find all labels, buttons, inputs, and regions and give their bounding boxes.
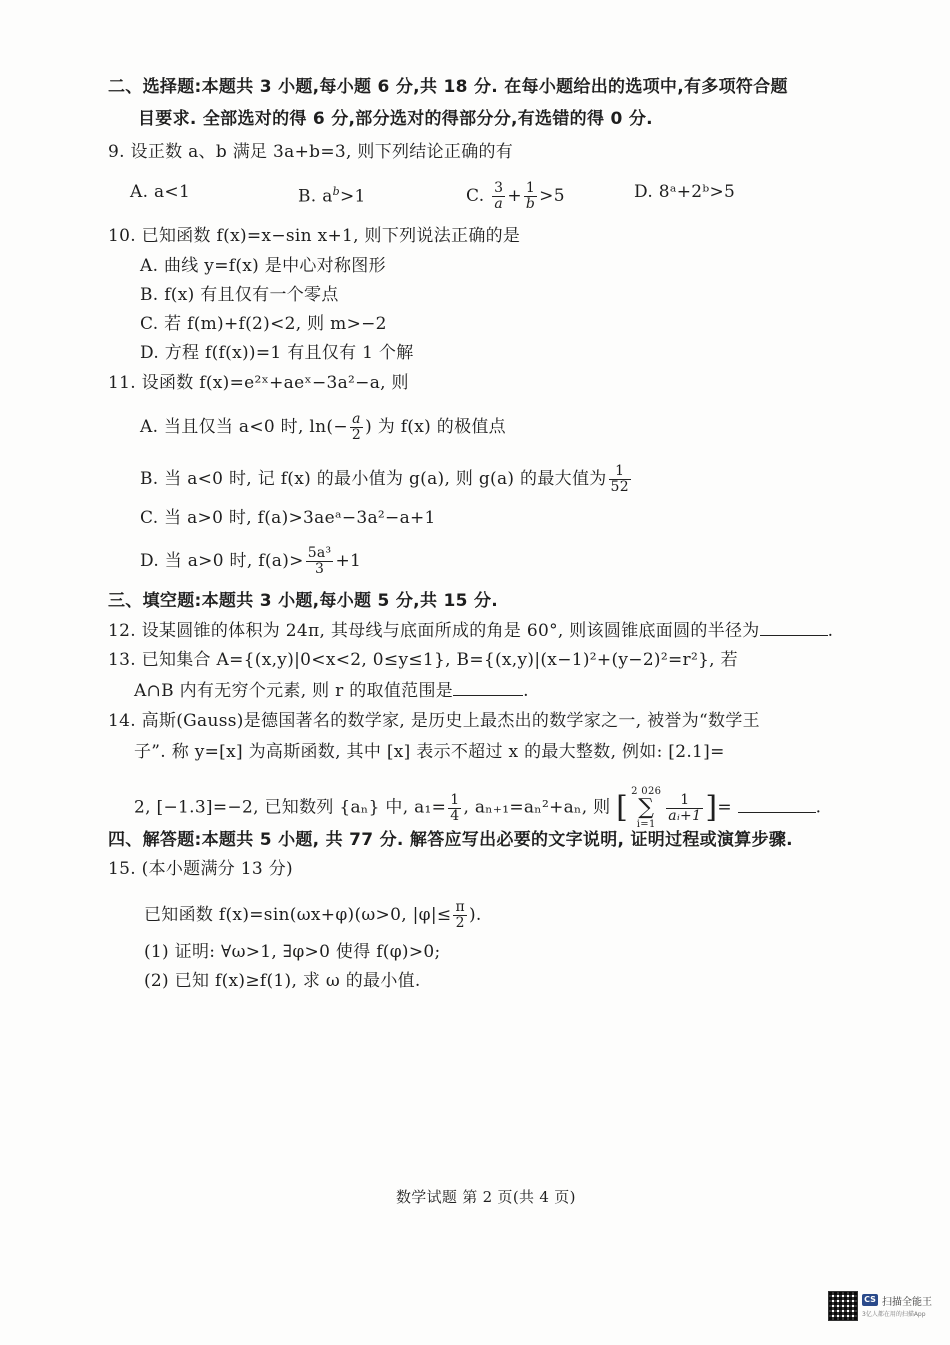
q14-line3: 2, [−1.3]=−2, 已知数列 {aₙ} 中, a₁= $\frac{1}{4}$ , aₙ₊₁=aₙ²+aₙ, 则 [ 2 026 ∑ i=1 $\frac{1}{\text{aᵢ+1}}$ ]= . <box>134 786 822 830</box>
q9-option-d: D. 8ᵃ+2ᵇ>5 <box>634 182 736 202</box>
q11-option-b-fraction: $\frac{1}{52}$ <box>610 463 629 495</box>
qr-code-icon <box>828 1291 858 1321</box>
q11-option-a-fraction: $\frac{a}{2}$ <box>351 411 362 443</box>
q11-option-d-fraction: $\frac{\text{5a³}}{3}$ <box>307 545 332 577</box>
q14-line2: 子”. 称 y=[x] 为高斯函数, 其中 [x] 表示不超过 x 的最大整数, 例如: [2.1]= <box>134 742 725 762</box>
q13-line2: A∩B 内有无穷个元素, 则 r 的取值范围是 . <box>134 681 529 701</box>
q10-option-a: A. 曲线 y=f(x) 是中心对称图形 <box>140 256 386 276</box>
q9-option-c: C. $\frac{3}{a}$ + $\frac{1}{b}$ >5 <box>466 180 565 212</box>
section4-heading: 四、解答题:本题共 5 小题, 共 77 分. 解答应写出必要的文字说明, 证明过程或演算步骤. <box>108 830 793 850</box>
q9-option-c-fraction-1: $\frac{3}{a}$ <box>494 180 504 212</box>
q14-right-bracket: ] <box>705 790 718 825</box>
q10-option-d: D. 方程 f(f(x))=1 有且仅有 1 个解 <box>140 343 414 363</box>
q15-pi-fraction: $\frac{\pi}{2}$ <box>455 899 465 931</box>
q14-summation: 2 026 ∑ i=1 <box>631 786 662 830</box>
q11-option-b: B. 当 a<0 时, 记 f(x) 的最小值为 g(a), 则 g(a) 的最大值为 $\frac{1}{52}$ <box>140 463 629 495</box>
scanner-watermark <box>828 1291 938 1321</box>
q14-line1: 14. 高斯(Gauss)是德国著名的数学家, 是历史上最杰出的数学家之一, 被誉为“数学王 <box>108 711 760 731</box>
q15-given: 已知函数 f(x)=sin(ωx+φ)(ω>0, |φ|≤ $\frac{\pi}{2}$ ). <box>144 899 482 931</box>
q11-option-a: A. 当且仅当 a<0 时, ln(− $\frac{a}{2}$ ) 为 f(x) 的极值点 <box>140 411 506 443</box>
section2-heading-line1: 二、选择题:本题共 3 小题,每小题 6 分,共 18 分. 在每小题给出的选项中,有多项符合题 <box>108 77 788 97</box>
q11-stem: 11. 设函数 f(x)=e²ˣ+aeˣ−3a²−a, 则 <box>108 373 409 393</box>
q10-option-c: C. 若 f(m)+f(2)<2, 则 m>−2 <box>140 314 387 334</box>
section2-heading-line2: 目要求. 全部选对的得 6 分,部分选对的得部分分,有选错的得 0 分. <box>138 109 653 129</box>
q14-answer-blank <box>738 796 816 813</box>
q12-answer-blank <box>760 619 828 636</box>
q10-stem: 10. 已知函数 f(x)=x−sin x+1, 则下列说法正确的是 <box>108 226 521 246</box>
page-footer: 数学试题 第 2 页(共 4 页) <box>396 1188 576 1206</box>
q9-option-c-fraction-2: $\frac{1}{b}$ <box>525 180 536 212</box>
watermark-brand: 扫描全能王 <box>882 1297 932 1308</box>
q15-stem: 15. (本小题满分 13 分) <box>108 859 293 879</box>
q15-part1: (1) 证明: ∀ω>1, ∃φ>0 使得 f(φ)>0; <box>144 942 441 962</box>
q15-part2: (2) 已知 f(x)≥f(1), 求 ω 的最小值. <box>144 971 421 991</box>
q9-stem: 9. 设正数 a、b 满足 3a+b=3, 则下列结论正确的有 <box>108 142 514 162</box>
q12-text: 12. 设某圆锥的体积为 24π, 其母线与底面所成的角是 60°, 则该圆锥底面圆的半径为 . <box>108 621 834 641</box>
q11-option-c: C. 当 a>0 时, f(a)>3aeᵃ−3a²−a+1 <box>140 508 436 528</box>
watermark-subtitle: 3亿人都在用的扫描App <box>862 1311 926 1318</box>
q14-left-bracket: [ <box>616 790 629 825</box>
q14-a1-fraction: $\frac{1}{4}$ <box>450 791 460 824</box>
section3-heading: 三、填空题:本题共 3 小题,每小题 5 分,共 15 分. <box>108 591 498 611</box>
q9-option-b: B. $a^b>1$ <box>298 185 366 207</box>
q13-line1: 13. 已知集合 A={(x,y)|0<x<2, 0≤y≤1}, B={(x,y)|(x−1)²+(y−2)²=r²}, 若 <box>108 650 738 670</box>
q11-option-d: D. 当 a>0 时, f(a)> $\frac{\text{5a³}}{3}$ +1 <box>140 545 362 577</box>
q13-answer-blank <box>453 679 523 696</box>
q14-sum-fraction: $\frac{1}{\text{aᵢ+1}}$ <box>668 791 702 824</box>
q9-option-a: A. a<1 <box>130 182 191 202</box>
camscanner-logo-icon: CS <box>862 1294 878 1306</box>
q10-option-b: B. f(x) 有且仅有一个零点 <box>140 285 339 305</box>
